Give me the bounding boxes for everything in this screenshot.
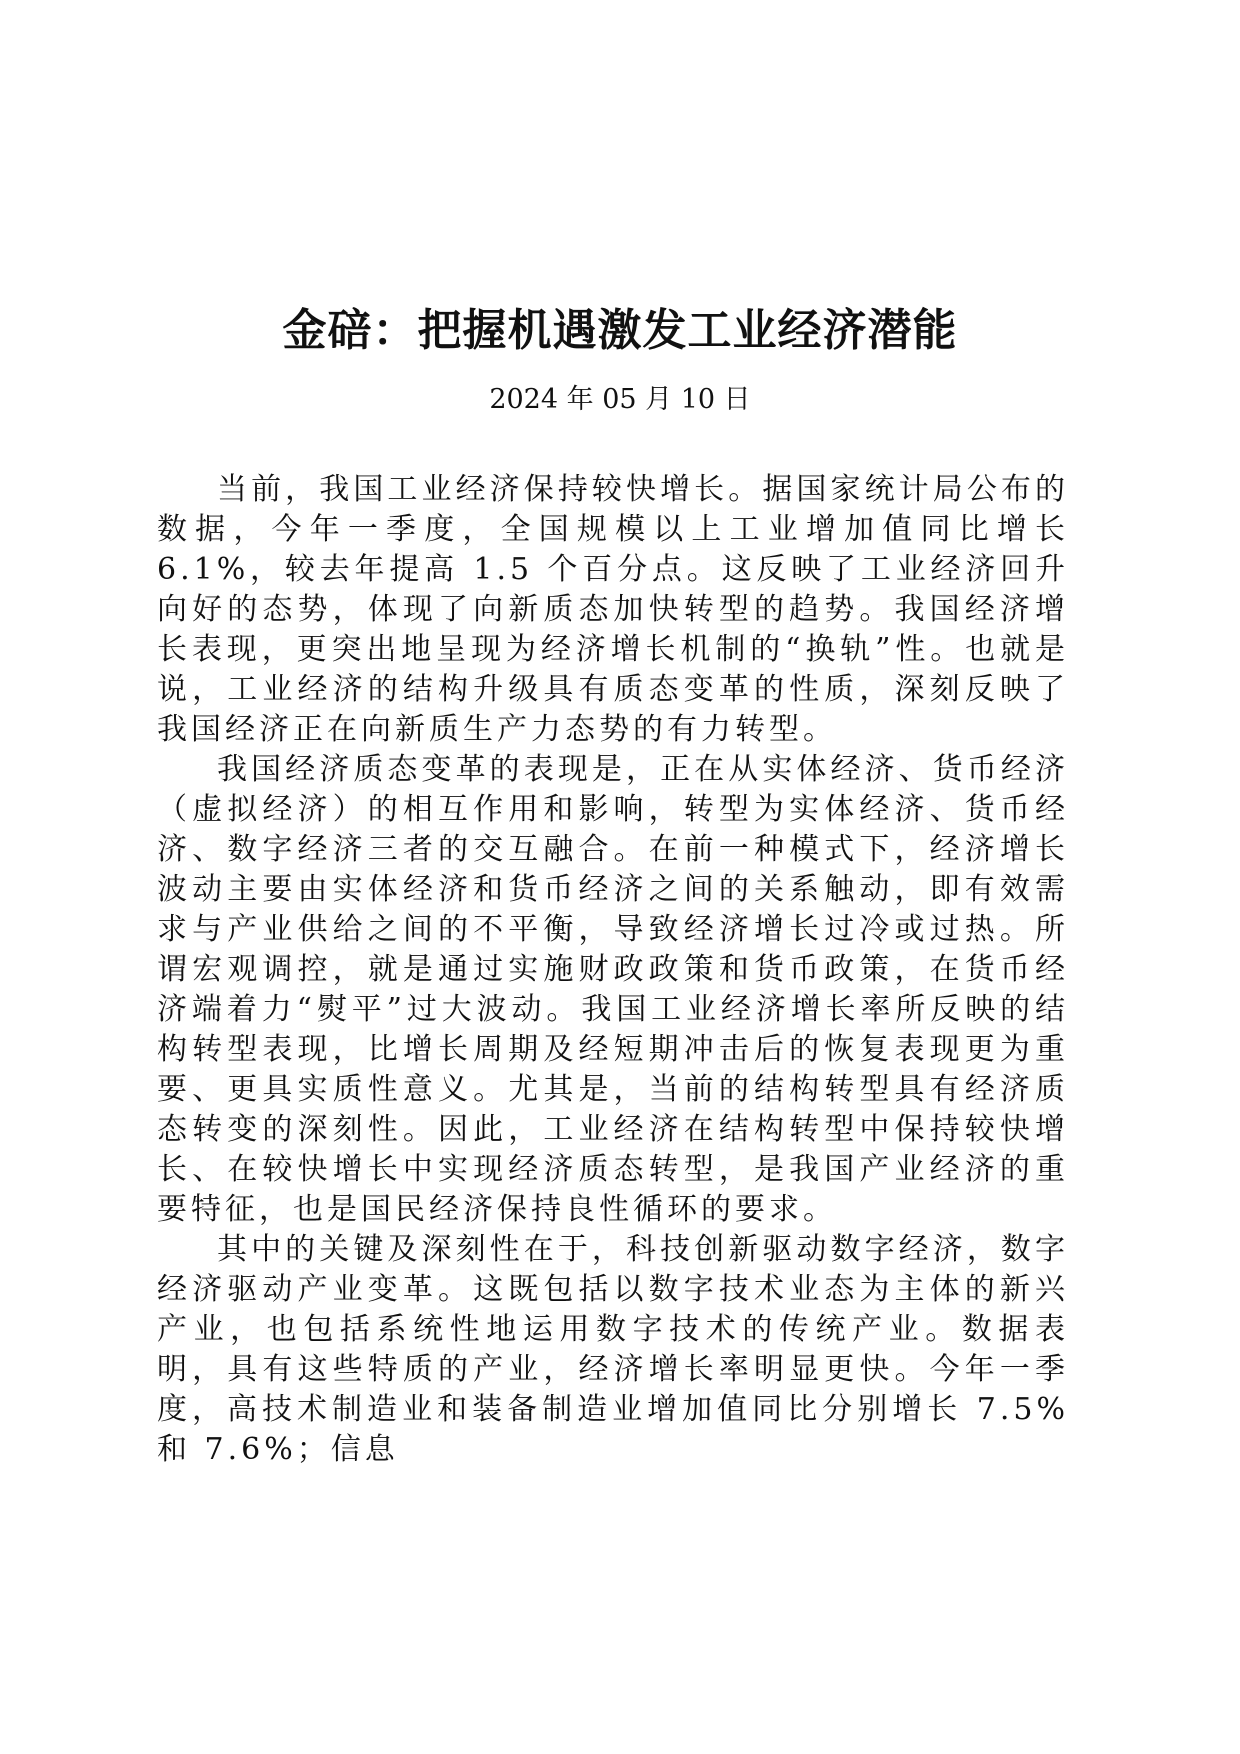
article-title: 金碚：把握机遇激发工业经济潜能 [282, 305, 958, 356]
paragraph-3: 其中的关键及深刻性在于，科技创新驱动数字经济，数字经济驱动产业变革。这既包括以数字技术业态为主体的新兴产业，也包括系统性地运用数字技术的传统产业。数据表明，具有这些特质的产业，经济增长率明显更快。今年一季度，高技术制造业和装备制造业增加值同比分别增长 7.5%和 7.6%；信息 [157, 1232, 1069, 1467]
publish-date: 2024 年 05 月 10 日 [489, 384, 751, 415]
paragraph-2: 我国经济质态变革的表现是，正在从实体经济、货币经济（虚拟经济）的相互作用和影响，转型为实体经济、货币经济、数字经济三者的交互融合。在前一种模式下，经济增长波动主要由实体经济和货币经济之间的关系触动，即有效需求与产业供给之间的不平衡，导致经济增长过冷或过热。所谓宏观调控，就是通过实施财政政策和货币政策，在货币经济端着力“熨平”过大波动。我国工业经济增长率所反映的结构转型表现，比增长周期及经短期冲击后的恢复表现更为重要、更具实质性意义。尤其是，当前的结构转型具有经济质态转变的深刻性。因此，工业经济在结构转型中保持较快增长、在较快增长中实现经济质态转型，是我国产业经济的重要特征，也是国民经济保持良性循环的要求。 [157, 752, 1069, 1227]
paragraph-1: 当前，我国工业经济保持较快增长。据国家统计局公布的数据，今年一季度，全国规模以上工业增加值同比增长 6.1%，较去年提高 1.5 个百分点。这反映了工业经济回升向好的态势，体现了向新质态加快转型的趋势。我国经济增长表现，更突出地呈现为经济增长机制的“换轨”性。也就是说，工业经济的结构升级具有质态变革的性质，深刻反映了我国经济正在向新质生产力态势的有力转型。 [157, 472, 1069, 747]
article-body [157, 470, 1069, 1470]
